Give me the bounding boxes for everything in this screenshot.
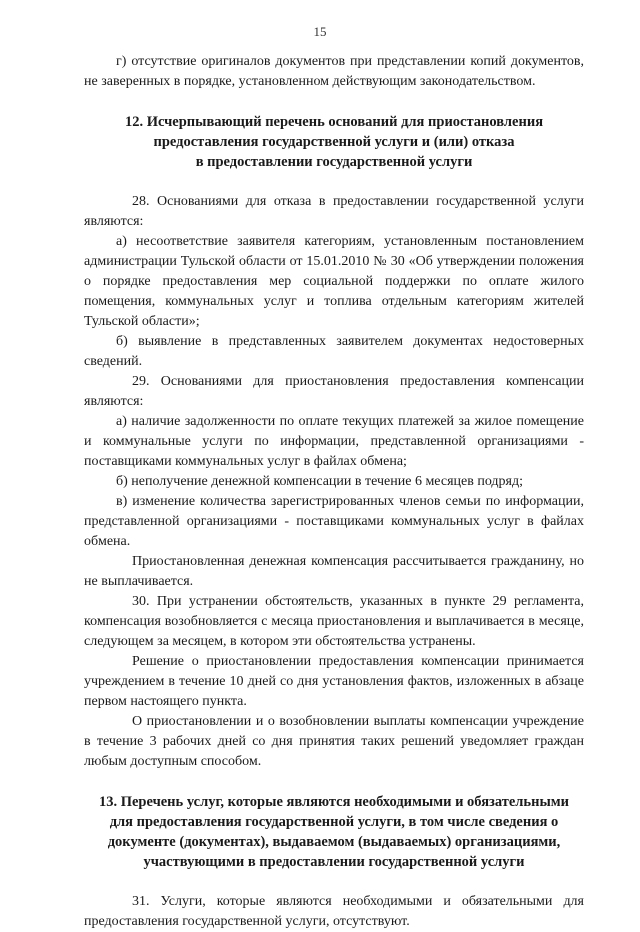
paragraph-29c: в) изменение количества зарегистрированных членов семьи по информации, представленной организациями - поставщиками коммунальных услуг в файлах обмена. (84, 494, 584, 549)
section-13-heading (84, 792, 584, 872)
page-content (84, 52, 584, 932)
section-13-heading-line: для предоставления государственной услуги, в том числе сведения о (109, 814, 559, 830)
section-12-heading-line: в предоставлении государственной услуги (195, 154, 473, 170)
paragraph-28a: а) несоответствие заявителя категориям, установленным постановлением администрации Тульской области от 15.01.2010 № 30 «Об утверждении положения о порядке предоставления мер социальной поддержки по оплате жилого помещения, коммунальных услуг и топлива отдельным категориям жителей Тульской области»; (84, 234, 584, 329)
paragraph-30c: О приостановлении и о возобновлении выплаты компенсации учреждение в течение 3 рабочих дней со дня принятия таких решений уведомляет граждан любым доступным способом. (84, 714, 584, 769)
section-12-heading-line: предоставления государственной услуги и (или) отказа (153, 134, 515, 150)
page-number: 15 (313, 24, 327, 39)
paragraph-29b: б) неполучение денежной компенсации в течение 6 месяцев подряд; (116, 474, 523, 489)
paragraph-30b: Решение о приостановлении предоставления компенсации принимается учреждением в течение 10 дней со дня установления фактов, изложенных в абзаце первом настоящего пункта. (84, 654, 584, 709)
paragraph-29d: Приостановленная денежная компенсация рассчитывается гражданину, но не выплачивается. (84, 554, 584, 589)
paragraph-g: г) отсутствие оригиналов документов при представлении копий документов, не заверенных в порядке, установленном действующим законодательством. (84, 54, 584, 89)
section-13-heading-line: участвующими в предоставлении государственной услуги (143, 854, 525, 870)
paragraph-28: 28. Основаниями для отказа в предоставлении государственной услуги являются: (84, 194, 584, 229)
section-12-heading-line: 12. Исчерпывающий перечень оснований для приостановления (124, 114, 544, 130)
paragraph-29a: а) наличие задолженности по оплате текущих платежей за жилое помещение и коммунальные услуги по информации, представленной организациями - поставщиками коммунальных услуг в файлах обмена; (84, 414, 584, 469)
section-13-heading-line: документе (документах), выдаваемом (выдаваемых) организациями, (107, 834, 561, 850)
section-13-heading-line: 13. Перечень услуг, которые являются необходимыми и обязательными (98, 794, 570, 810)
paragraph-28b: б) выявление в представленных заявителем документах недостоверных сведений. (84, 334, 584, 369)
paragraph-31: 31. Услуги, которые являются необходимыми и обязательными для предоставления государственной услуги, отсутствуют. (84, 894, 584, 929)
section-12-heading (84, 112, 584, 172)
paragraph-30: 30. При устранении обстоятельств, указанных в пункте 29 регламента, компенсация возобновляется с месяца приостановления и выплачивается в месяце, следующем за месяцем, в котором эти обстоятельства устранены. (84, 594, 584, 649)
paragraph-29: 29. Основаниями для приостановления предоставления компенсации являются: (84, 374, 584, 409)
